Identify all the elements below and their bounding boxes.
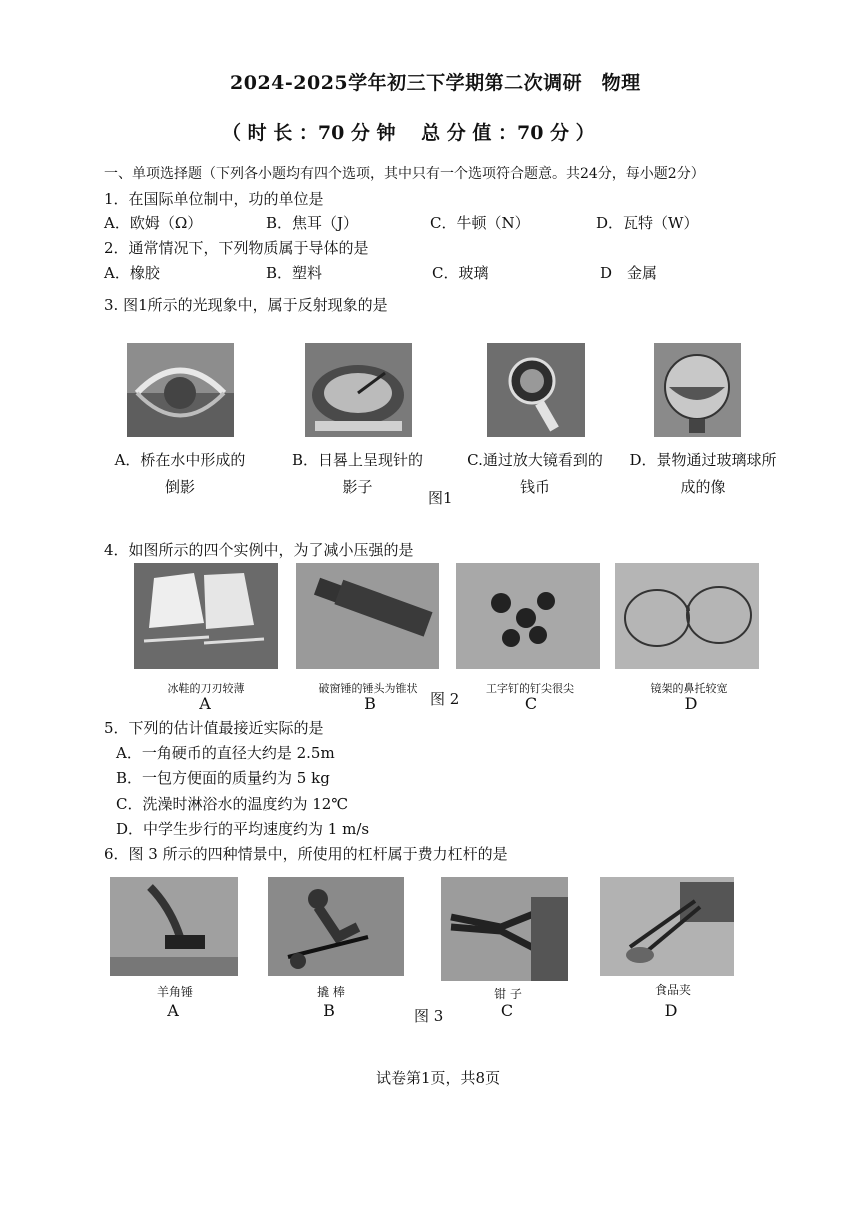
- question-4-letter-d: D: [684, 694, 698, 713]
- question-4-caption-c: 工字钉的钉尖很尖: [486, 682, 574, 695]
- crowbar-photo: [268, 877, 404, 976]
- question-1-option-c: C．牛顿（N）: [430, 214, 530, 232]
- figure-2-label: 图 2: [430, 690, 460, 708]
- question-1-stem: 1．在国际单位制中，功的单位是: [104, 190, 324, 208]
- question-4-stem: 4．如图所示的四个实例中，为了减小压强的是: [104, 541, 414, 559]
- question-5-option-b: B．一包方便面的质量约为 5 kg: [116, 769, 330, 787]
- figure-1-label: 图1: [428, 489, 453, 507]
- question-5-stem: 5．下列的估计值最接近实际的是: [104, 719, 324, 737]
- figure-3-label: 图 3: [414, 1007, 444, 1025]
- question-3-caption-c: C.通过放大镜看到的钱币: [467, 451, 603, 496]
- question-2-option-d: D 金属: [600, 264, 658, 282]
- magnifier-coin-photo: [487, 343, 585, 437]
- exam-info: （ 时 长 ：70 分 钟 总 分 值 ：70 分 ）: [222, 122, 595, 144]
- question-4-letter-a: A: [199, 694, 211, 713]
- question-6-letter-a: A: [167, 1001, 179, 1020]
- question-2-option-c: C．玻璃: [432, 264, 489, 282]
- glass-ball-photo: [654, 343, 741, 437]
- question-6-caption-c: 钳 子: [494, 987, 522, 1001]
- question-6-letter-b: B: [323, 1001, 335, 1020]
- question-6-caption-a: 羊角锤: [156, 985, 193, 999]
- question-4-caption-b: 破窗锤的锤头为锥状: [318, 682, 418, 695]
- section-heading: 一、单项选择题（下列各小题均有四个选项，其中只有一个选项符合题意。共24分，每小题2分）: [104, 166, 705, 182]
- question-5-option-c: C．洗澡时淋浴水的温度约为 12℃: [116, 795, 349, 813]
- bridge-reflection-photo: [127, 343, 234, 437]
- question-2-option-b: B．塑料: [266, 264, 323, 282]
- question-6-caption-b: 撬 棒: [317, 985, 345, 999]
- question-4-caption-d: 镜架的鼻托较宽: [650, 682, 728, 695]
- page-footer: 试卷第1页，共8页: [376, 1069, 501, 1087]
- question-2-stem: 2．通常情况下，下列物质属于导体的是: [104, 239, 369, 257]
- question-5-option-d: D．中学生步行的平均速度约为 1 m/s: [116, 820, 370, 838]
- question-4-letter-b: B: [364, 694, 376, 713]
- ice-skate-photo: [134, 563, 278, 669]
- question-3-caption-a: A．桥在水中形成的倒影: [114, 451, 246, 496]
- question-3-caption-b: B．日晷上呈现针的影子: [291, 451, 424, 496]
- question-1-option-a: A．欧姆（Ω）: [104, 214, 203, 232]
- question-3-caption-d: D．景物通过玻璃球所成的像: [629, 451, 777, 496]
- food-tongs-photo: [600, 877, 734, 976]
- question-5-option-a: A．一角硬币的直径大约是 2.5m: [116, 744, 335, 762]
- question-6-stem: 6．图 3 所示的四种情景中，所使用的杠杆属于费力杠杆的是: [104, 845, 508, 863]
- thumbtack-photo: [456, 563, 600, 669]
- claw-hammer-photo: [110, 877, 238, 976]
- question-4-caption-a: 冰鞋的刀刃较薄: [167, 682, 245, 695]
- question-1-option-d: D．瓦特（W）: [596, 214, 699, 232]
- question-3-stem: 3. 图1所示的光现象中，属于反射现象的是: [104, 296, 388, 314]
- question-2-option-a: A．橡胶: [104, 264, 160, 282]
- question-1-option-b: B．焦耳（J）: [266, 214, 359, 232]
- page-title: 2024-2025学年初三下学期第二次调研 物理: [230, 72, 641, 94]
- pliers-photo: [441, 877, 568, 981]
- question-6-letter-c: C: [500, 1001, 514, 1020]
- sundial-photo: [305, 343, 412, 437]
- question-4-letter-c: C: [524, 694, 538, 713]
- safety-hammer-photo: [296, 563, 439, 669]
- question-6-caption-d: 食品夹: [654, 983, 691, 997]
- glasses-photo: [615, 563, 759, 669]
- question-6-letter-d: D: [664, 1001, 678, 1020]
